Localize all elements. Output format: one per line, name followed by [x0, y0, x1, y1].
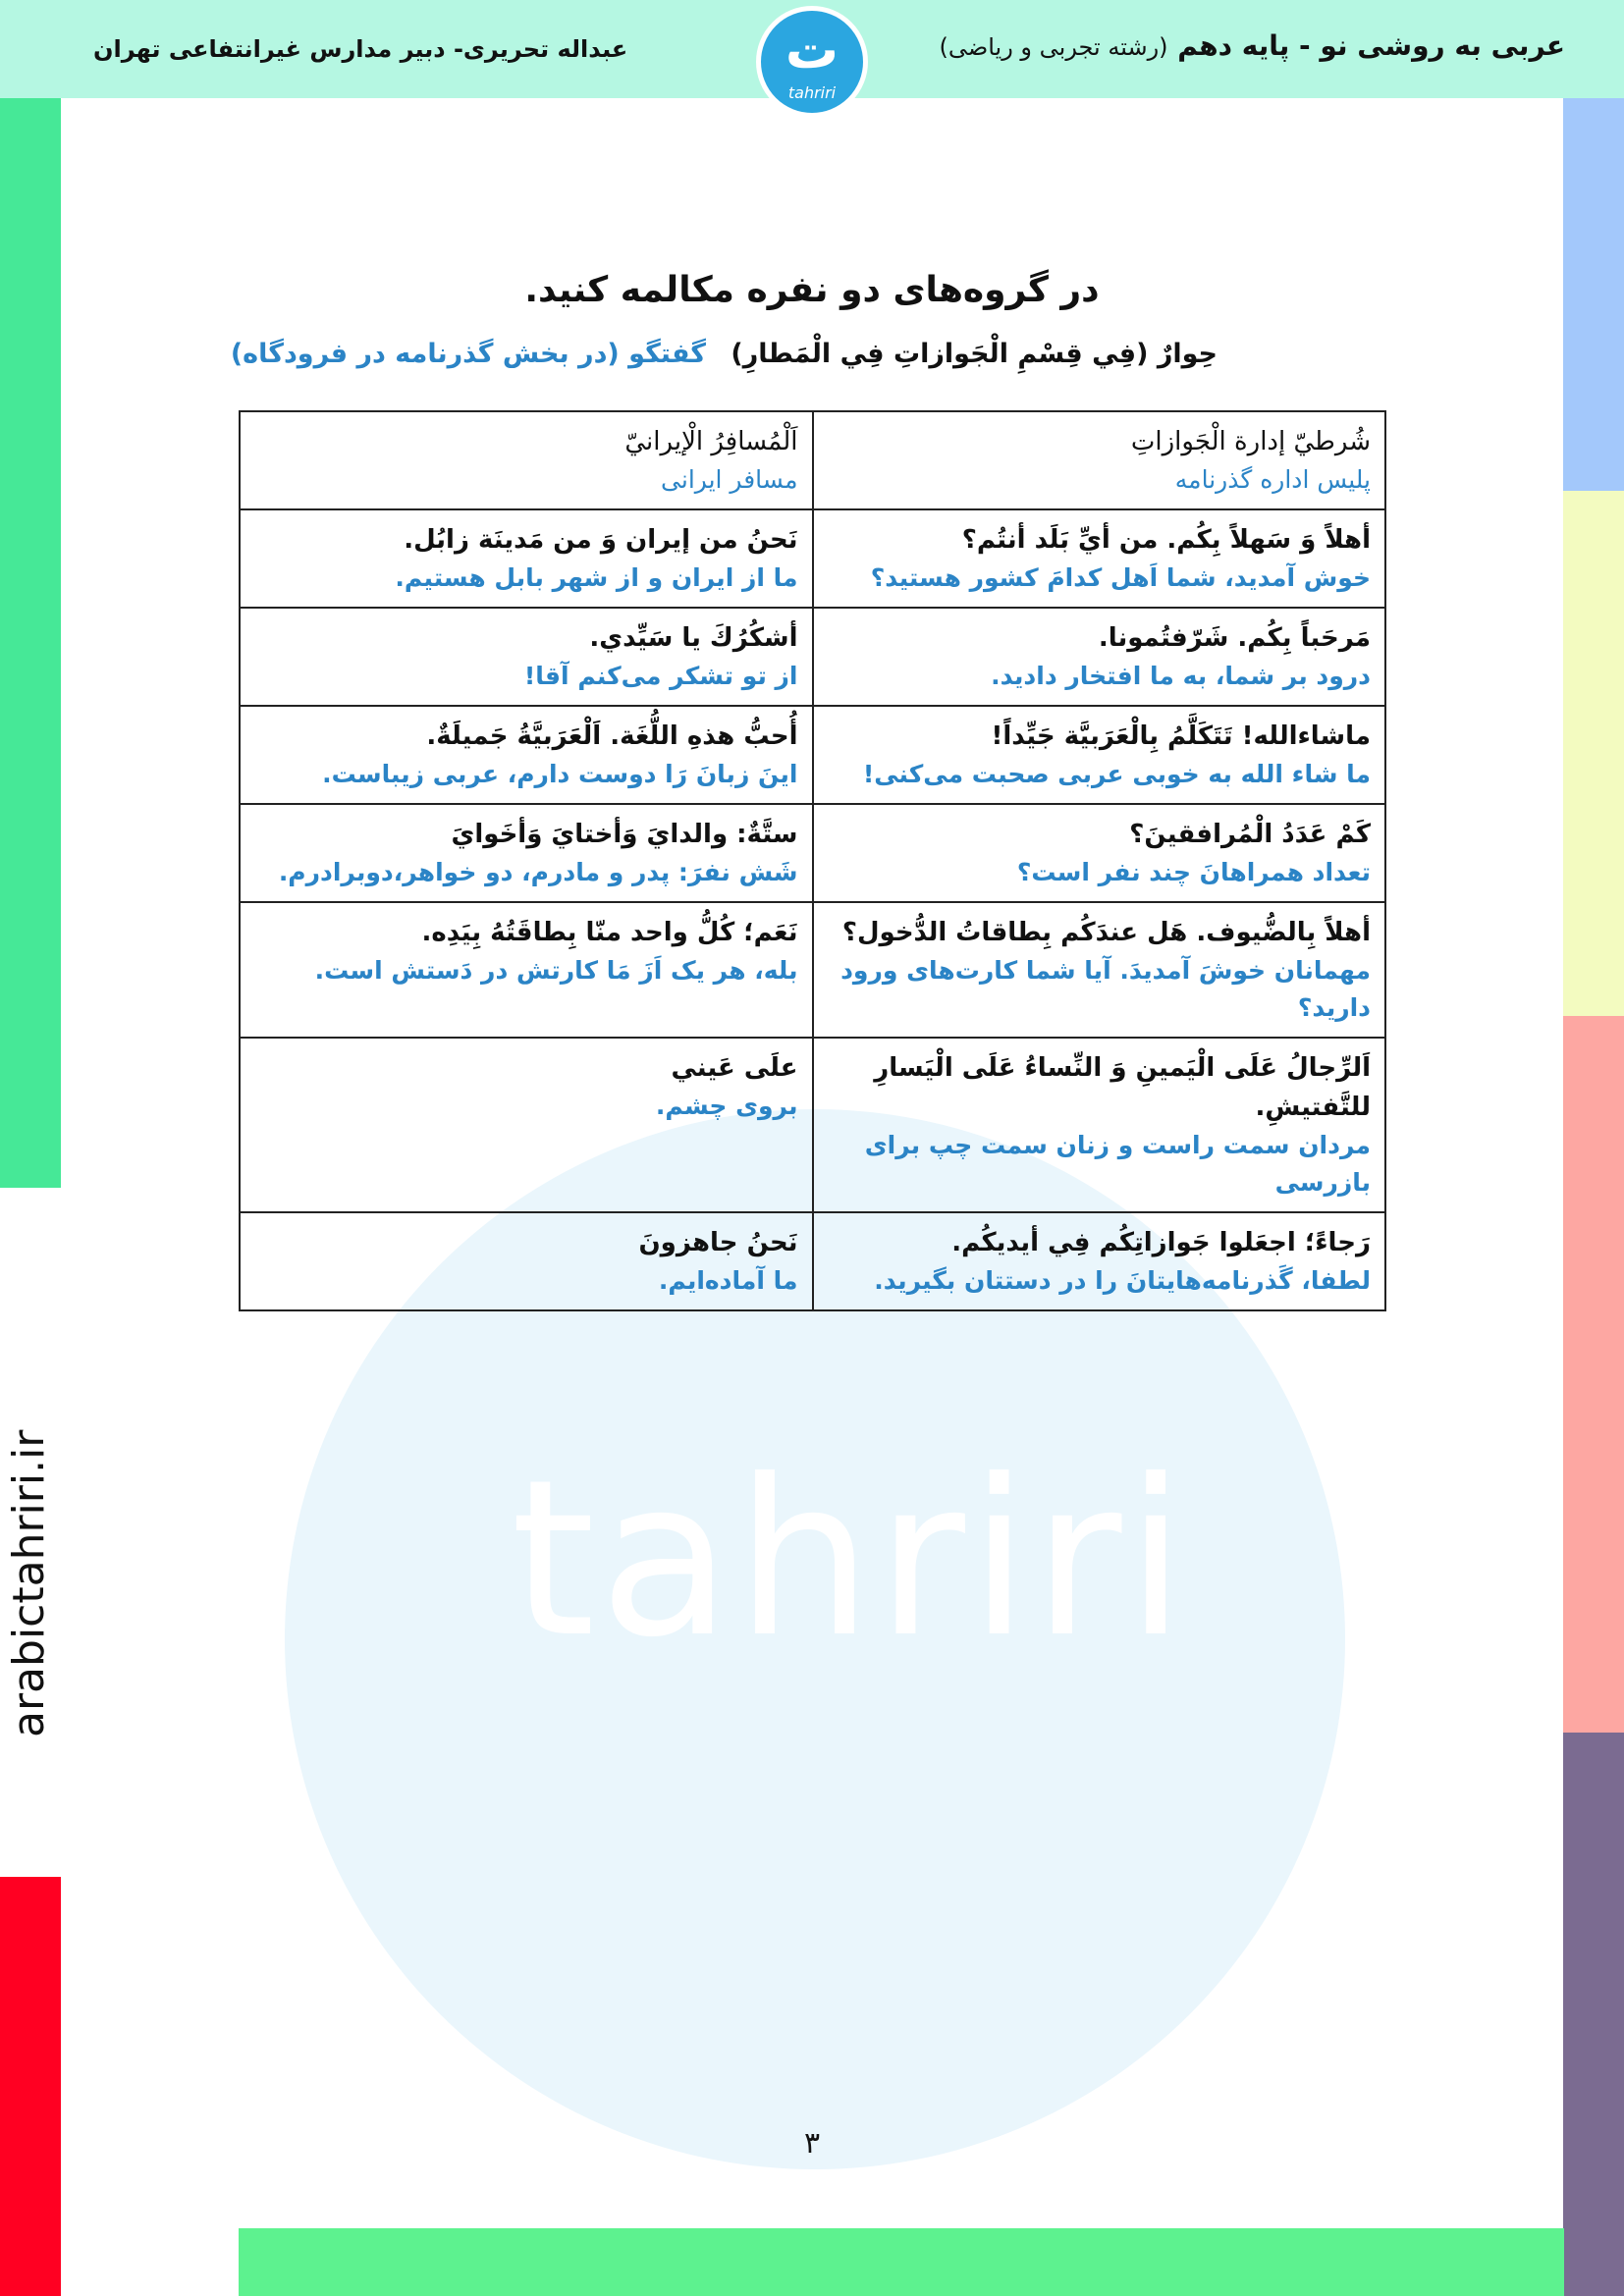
dialog-row — [240, 1212, 1385, 1310]
header-traveler-arabic: اَلْمُسافِرُ الْإيرانيّ — [624, 427, 798, 456]
officer-arabic: كَمْ عَدَدُ الْمُرافقينَ؟ — [1129, 820, 1371, 849]
traveler-persian: از تو تشکر می‌کنم آقا! — [523, 662, 798, 690]
header-traveler-persian: مسافر ایرانی — [661, 465, 798, 494]
page-title: در گروه‌های دو نفره مکالمه کنید. — [524, 270, 1100, 310]
officer-persian: مهمانان خوشَ آمدیدَ. آیا شما کارت‌های ورود دارید؟ — [840, 956, 1371, 1022]
page-number: ٣ — [803, 2126, 821, 2161]
traveler-line — [240, 706, 813, 804]
officer-arabic: رَجاءً؛ اجعَلوا جَوازاتِكُم فِي أيديكُم. — [951, 1228, 1371, 1257]
dialog-row — [240, 902, 1385, 1038]
header-officer-arabic: شُرطيّ إدارة الْجَوازاتِ — [1130, 427, 1371, 456]
officer-line — [813, 509, 1386, 608]
traveler-persian: شَش نفرَ: پدر و مادرم، دو خواهر،دوبرادرم. — [278, 858, 798, 886]
officer-persian: ما شاء الله به خوبی عربی صحبت می‌کنی! — [862, 760, 1371, 788]
dialog-header-row — [240, 411, 1385, 509]
traveler-line — [240, 804, 813, 902]
traveler-persian: بله، هر یک اَزَ مَا کارتش در دَستش است. — [314, 956, 798, 985]
traveler-arabic: علَى عَيني — [671, 1053, 798, 1083]
dialog-row — [240, 509, 1385, 608]
officer-arabic: مَرحَباً بِكُم. شَرّفتُمونا. — [1098, 623, 1371, 653]
officer-arabic: ماشاءالله! تَتَكَلَّمُ بِالْعَرَبيَّة جَيِّداً! — [991, 721, 1371, 751]
traveler-arabic: نَحنُ جاهزونَ — [638, 1228, 798, 1257]
officer-line — [813, 902, 1386, 1038]
logo-word: tahriri — [787, 83, 837, 102]
dialog-row — [240, 706, 1385, 804]
subtitle-persian: گفتگو (در بخش گذرنامه در فرودگاه) — [230, 339, 706, 369]
officer-arabic: أهلاً وَ سَهلاً بِكُم. من أيِّ بَلَد أنتُم؟ — [961, 525, 1371, 555]
dialog-subtitle — [231, 339, 1218, 369]
book-title-text: عربی به روشی نو - پایه دهم — [1177, 29, 1565, 62]
traveler-line — [240, 608, 813, 706]
officer-line — [813, 1038, 1386, 1212]
watermark-text: tahriri — [511, 1433, 1190, 1684]
officer-persian: لطفا، گَذرنامه‌هایتانَ را در دستتان بگیرید. — [874, 1266, 1371, 1295]
header-cell-officer — [813, 411, 1386, 509]
traveler-persian: ما آماده‌ایم. — [658, 1266, 798, 1295]
traveler-line — [240, 1212, 813, 1310]
traveler-arabic: أشكُرُكَ يا سَيِّدي. — [589, 623, 798, 653]
traveler-persian: اینَ زبانَ رَا دوست دارم، عربی زیباست. — [322, 760, 798, 788]
traveler-persian: ما از ایران و از شهر بابل هستیم. — [395, 563, 798, 592]
traveler-line — [240, 509, 813, 608]
officer-line — [813, 804, 1386, 902]
traveler-arabic: أُحبُّ هذهِ اللُّغَة. اَلْعَرَبيَّةُ جَميلَةٌ. — [426, 721, 798, 751]
traveler-line — [240, 1038, 813, 1212]
officer-arabic: اَلرِّجالُ عَلَى الْيَمينِ وَ النِّساءُ عَلَى الْيَسارِ للتَّفتيشِ. — [874, 1053, 1371, 1122]
traveler-arabic: ستَّةٌ: والدايَ وَأختايَ وَأخَوايَ — [451, 820, 798, 849]
dialog-row — [240, 608, 1385, 706]
author-line: عبداله تحریری- دبیر مدارس غیرانتفاعی تهران — [93, 35, 628, 63]
officer-line — [813, 1212, 1386, 1310]
subtitle-arabic: حِوارٌ (فِي قِسْمِ الْجَوازاتِ فِي الْمَطارِ) — [731, 339, 1218, 369]
dialog-row — [240, 1038, 1385, 1212]
traveler-arabic: نَحنُ من إيران وَ من مَدينَة زابُل. — [404, 525, 798, 555]
dialog-table — [239, 410, 1386, 1311]
traveler-arabic: نَعَم؛ كُلُّ واحد منّا بِطاقَتُهُ بِيَدِه. — [421, 918, 798, 947]
officer-persian: مردان سمت راست و زنان سمت چپ برای بازرسی — [864, 1131, 1371, 1197]
book-subtitle-text: (رشته تجربی و ریاضی) — [939, 33, 1168, 61]
officer-line — [813, 706, 1386, 804]
dialog-row — [240, 804, 1385, 902]
officer-persian: درود بر شما، به ما افتخار دادید. — [991, 662, 1371, 690]
traveler-persian: بروی چشم. — [655, 1092, 798, 1120]
officer-arabic: أهلاً بِالضُّيوف. هَل عندَكُم بِطاقاتُ الدُّخول؟ — [841, 918, 1371, 947]
officer-line — [813, 608, 1386, 706]
header-cell-traveler — [240, 411, 813, 509]
logo-mark: ت — [785, 19, 839, 80]
officer-persian: خوش آمدید، شما اَهل کدامَ کشور هستید؟ — [870, 563, 1371, 592]
officer-persian: تعداد همراهانَ چند نفر است؟ — [1016, 858, 1371, 886]
header-officer-persian: پلیس اداره گذرنامه — [1174, 465, 1371, 494]
traveler-line — [240, 902, 813, 1038]
